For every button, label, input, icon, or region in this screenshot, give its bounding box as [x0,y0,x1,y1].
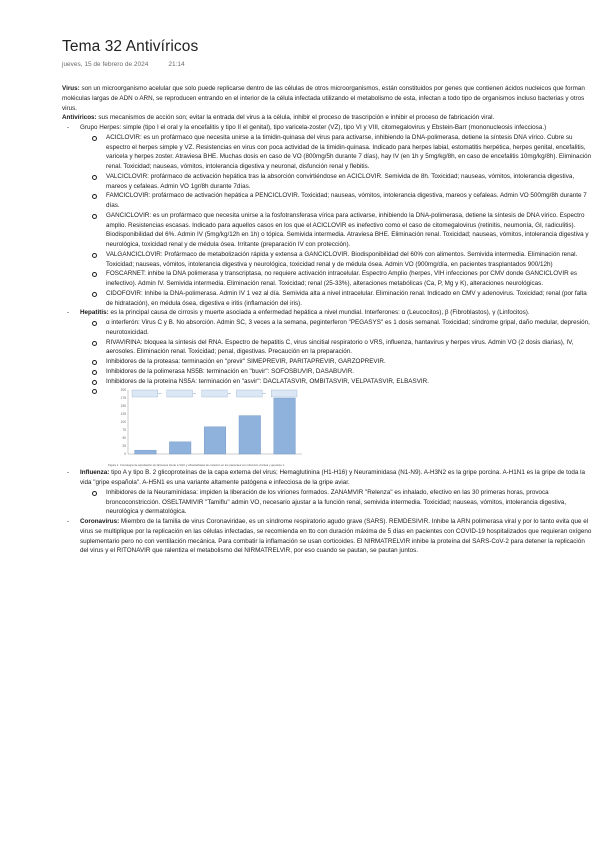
drug-text: es un profármaco que necesita unirse a la fosfotransferasa vírica para activarse, inhibiendo la DNA-polimerasa, detiene la síntesis de DNA vírico. Espectro amplio. Resistencias escasas. Indicado para aquellos casos en los que el ACICLOVIR es inefectivo como el caso de citomegalovirus (retinitis, neumonía, GI, radiculitis). Biodisponibilidad del 6%. Admin IV (5mg/kg/12h en 1h) o tópica. Semivida intermedia. Atraviesa BHE. Eliminación renal. Toxicidad; nauseas, vómitos, intolerancia digestiva y neurológica, toxicidad renal y de médula ósea. Irritante (preparación IV con protección). [106,211,589,248]
drug-name: FOSCARNET: [106,270,146,278]
hcv-chart [106,386,306,468]
list-item [80,250,594,270]
drug-name: ACICLOVIR: [106,133,142,141]
note-body [62,84,594,556]
y-tick-label: 100 [120,420,126,425]
coronavirus-text: Miembro de la familia de virus Coronaviridae, es un síndrome respiratorio agudo grave (SARS). REMDESIVIR. Inhibe la ARN polimerasa viral y por lo tanto evita que el virus se multiplique por la replicación en las células infectadas, se recomienda en tto con duración máxima de 5 días en pacientes con COVID-19 hospitalizados que requieran oxígeno suplementario pero no con ventilación mecánica. Para combatir la inflamación se usan corticoides. El NIRMATRELVIR inhibe la proteína del SARS-CoV-2 para detener la replicación del virus y el RITONAVIR que ralentiza el metabolismo del NIRMATRELVIR, por eso cuando se pautan, se pautan juntos. [80,518,592,555]
list-item [80,377,594,387]
bar [274,398,296,454]
list-item [80,289,594,309]
drug-text: es un profármaco que necesita unirse a la timidin-quinasa del virus para activarse, inhibiendo la DNA-polimerasa, detiene la síntesis DNA vírico. Cubre su espectro el herpes simple y VZ. Resistencias en virus con poca actividad de la timidin-quinasa. Indicado para herpes labial, estomatitis herpética, herpes genital, encefalitis, varicela y herpes zoster. Atraviesa BHE. Muchas dosis en caso de VO (800mg/5h durante 7 días), hay IV (en 1h y 5mg/kg/8h, en caso de encefalitis 10mg/kg/8h). Eliminación renal. Toxicidad; nauseas, vómitos, intolerancia digestiva y neuronal, disfunción renal y flebitis. [106,133,592,170]
note-time: 21:14 [168,61,185,68]
bar [135,450,157,454]
y-tick-label: 125 [120,412,126,417]
influenza-drug-list [80,488,594,517]
list-item-influenza [62,468,594,517]
bar [239,416,261,454]
list-item-herpes [62,123,594,308]
list-item-coronavirus [62,517,594,556]
drug-text: profármaco de activación hepática a PENCICLOVIR. Toxicidad; nauseas, vómitos, intolerancia digestiva, mareos y cefaleas. Admin VO 500mg/8h durante 7 días. [106,192,587,209]
figure-item [80,386,594,468]
drug-text: Inhibe la DNA-polimerasa. Admin IV 1 vez al día. Semivida alta a nivel intracelular. Eliminación renal. Indicado en CMV y adenovirus. Toxicidad; renal (por falta de hidratación), en médula ósea, digestiva e iritis (inflamación del iris). [106,289,587,307]
list-item [80,172,594,192]
list-item-hepatitis [62,308,594,468]
flow-box [236,390,262,397]
flow-box [167,390,193,397]
list-item [80,211,594,250]
y-tick-label: 0 [124,452,126,457]
hepatitis-drug-list [80,318,594,468]
bar [204,427,226,454]
antiviral-term: Antivíricos: [62,114,97,122]
hepatitis-text: es la principal causa de cirrosis y muerte asociada a enfermedad hepática a nivel mundial. Interferones: α (Leucocitos), β (Fibroblastos), γ (Linfocitos). [108,309,530,317]
y-tick-label: 25 [122,444,126,449]
herpes-text: simple (tipo I el oral y la encefalitis y tipo II el genital), tipo varicela-zoster (VZ), tipo VI y VIII, citomegalovirus y Ebstein-Barr (mononucleosis infecciosa.) [121,124,547,131]
flow-box [132,390,158,397]
drug-name: CIDOFOVIR: [106,289,143,297]
y-tick-label: 150 [120,404,126,409]
note-metadata [62,61,185,68]
antiviral-definition [62,113,594,123]
bar [169,442,191,454]
list-item [80,367,594,377]
list-item [80,191,594,211]
virus-definition [62,84,594,113]
drug-text: Inhibidores de la proteína NS5A: terminación en "asvir": DACLATASVIR, OMBITASVIR, VELPATASVIR, ELBASVIR. [106,377,429,385]
drug-text: Inhibidores de la proteasa: terminación en "previr" SIMEPREVIR, PARITAPREVIR, GARZOPREVIR. [106,358,386,365]
hepatitis-term: Hepatitis: [80,309,109,317]
note-date: jueves, 15 de febrero de 2024 [62,61,149,68]
list-item [80,318,594,338]
y-tick-label: 50 [122,436,126,441]
list-item [80,133,594,172]
drug-name: VALCICLOVIR: [106,172,149,180]
list-item [80,269,594,289]
y-tick-label: 200 [120,388,126,393]
drug-name: GANCICLOVIR: [106,211,152,219]
virus-text: son un microorganismo acelular que solo puede replicarse dentro de las células de otros microorganismos, están constituidos por genes que contienen ácidos nucleicos que forman moléculas largas de ADN o ARN, se reproducen entrando en el interior de la célula infectada utilizando el metabolismo de esta, infectan a todo tipo de organismos incluso bacterias y otros virus. [62,85,585,112]
coronavirus-term: Coronavirus: [80,518,120,525]
y-tick-label: 75 [122,428,126,433]
virus-term: Virus: [62,85,80,92]
drug-text: Profármaco de metabolización rápida y extensa a GANCICLOVIR. Biodisponibilidad del 60% con alimentos. Semivida intermedia. Eliminación renal. Toxicidad; nauseas, vómitos, intolerancia digestiva y neurológica, toxicidad renal y de médula ósea. Admin VO (900mg/día, en pacientes trasplantados 900/12h) [106,250,578,268]
herpes-term: Grupo Herpes: [80,124,122,131]
figure-caption: Figura 1. Cronología de aprobación de fármacos frente a VHC y eficacia/tasas de curación en los pacientes con infección crónica y genotipo 1. [108,463,285,468]
list-item [80,338,594,358]
influenza-text: tipo A y tipo B. 2 glicoproteínas de la capa externa del virus; Hemaglutinina (H1-H16) y Neuraminidasa (N1-N9). A-H3N2 es la gripe porcina. A-H1N1 es la gripe de toda la vida "gripe española". A-H5N1 es una variante altamente patógena e infecciosa de la gripe aviar. [80,469,586,486]
influenza-term: Influenza: [80,469,110,477]
drug-text: Inhibidores de la Neuraminidasa: impiden la liberación de los viriones formados. ZANAMVIR "Relenza" es inhalado, efectivo en las 30 primeras horas, provoca broncoconstricción. OSELTAMIVIR "Tamiflu" admin VO, necesario ajustar a la función renal, semivida intermedia. Toxicidad; nauseas, vómitos, intolerancia digestiva, neurológica y dermatológica. [106,488,567,516]
drug-text: RIVAVIRINA: bloquea la síntesis del RNA. Espectro de hepatitis C, virus sincitial respiratorio o VRS, influenza, hantavirus y herpes virus. Admin VO (2 dosis diarias), IV, aerosoles. Eliminación renal. Toxicidad; penal, digestivas. Precaución en la preparación. [106,338,574,356]
drug-text: inhibe la DNA polimerasa y transcriptasa, no requiere activación intracelular. Espectro Amplio (herpes, VIH infecciones por CMV donde GANCICLOVIR es inefectivo). Admin IV. Semivida intermedia. Eliminación renal. Toxicidad; renal (25-33%), alteraciones metabólicas (Ca, P, Mg y K), alteraciones neurológicas. [106,270,578,287]
list-item [80,357,594,367]
flow-box [271,390,297,397]
drug-text: profármaco de activación hepática tras la absorción convirtiéndose en ACICLOVIR. Semivida de 8h. Toxicidad; nauseas, vómitos, intolerancia digestiva, mareos y cefaleas. Admin VO 1gr/8h durante 7días. [106,172,575,190]
drug-name: FAMCICLOVIR: [106,192,151,200]
flow-box [202,390,228,397]
herpes-drug-list [80,133,594,309]
page-title: Tema 32 Antivíricos [62,38,199,55]
drug-text: Inhibidores de la polimerasa NS5B: terminación en "buvir": SOFOSBUVIR, DASABUVIR. [106,367,355,375]
virus-group-list [62,123,594,556]
y-tick-label: 175 [120,396,126,401]
antiviral-text: sus mecanismos de acción son; evitar la entrada del virus a la célula, inhibir el proceso de trascripción e inhibir el proceso de fabricación viral. [96,114,495,122]
list-item [80,488,594,517]
drug-text: α interferón: Virus C y B. No absorción. Admin SC, 3 veces a la semana, peginterferon "PEGASYS" es 1 dosis semanal. Toxicidad; síndrome gripal, daño medular, depresión, neurotoxicidad. [106,319,590,336]
drug-name: VALGANCICLOVIR: [106,250,163,258]
